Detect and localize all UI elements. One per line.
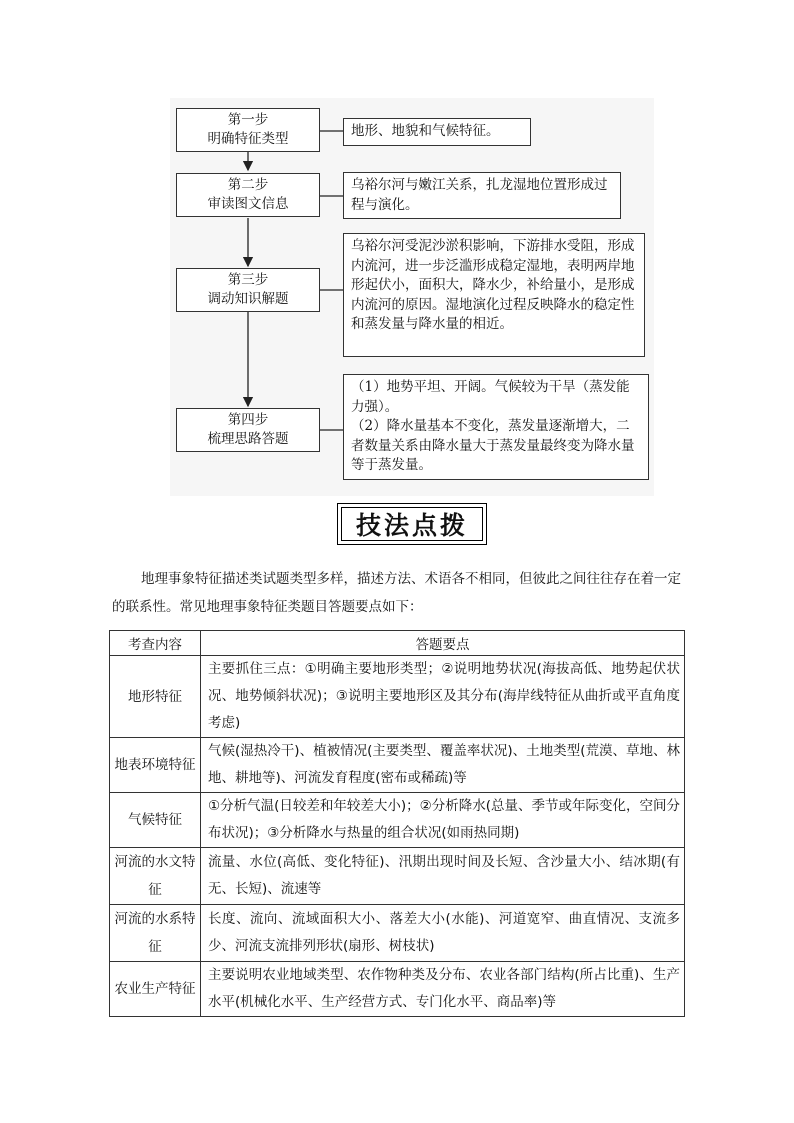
step-title: 第四步: [227, 412, 269, 428]
step-subtitle: 调动知识解题: [207, 291, 289, 307]
table-row: [110, 962, 685, 1017]
row-label: 气候特征: [110, 793, 201, 848]
note-paragraph-2: （2）降水量基本不变化，蒸发量逐渐增大，二者数量关系由降水量大于蒸发量最终变为降水量等于蒸发量。: [351, 418, 635, 473]
step-title: 第二步: [227, 177, 269, 193]
row-label: 地表环境特征: [110, 738, 201, 793]
table-row: [110, 848, 685, 905]
flow-step-4: [176, 408, 320, 452]
flow-step-3: [176, 268, 320, 312]
flow-note-3: [343, 233, 645, 357]
row-content: 长度、流向、流域面积大小、落差大小(水能)、河道宽窄、曲直情况、支流多少、河流支流排列形状(扇形、树枝状): [201, 905, 685, 962]
row-label: 地形特征: [110, 656, 201, 738]
flow-step-1: [176, 108, 320, 152]
section-heading: [337, 503, 487, 545]
row-content: ①分析气温(日较差和年较差大小)；②分析降水(总量、季节或年际变化，空间分布状况)；③分析降水与热量的组合状况(如雨热同期): [201, 793, 685, 848]
step-title: 第三步: [227, 272, 269, 288]
answer-points-table: [109, 630, 685, 1017]
row-content: 流量、水位(高低、变化特征)、汛期出现时间及长短、含沙量大小、结冰期(有无、长短)、流速等: [201, 848, 685, 905]
table-header-row: [110, 631, 685, 656]
row-content: 主要说明农业地域类型、农作物种类及分布、农业各部门结构(所占比重)、生产水平(机械化水平、生产经营方式、专门化水平、商品率)等: [201, 962, 685, 1017]
row-content: 气候(湿热冷干)、植被情况(主要类型、覆盖率状况)、土地类型(荒漠、草地、林地、耕地等)、河流发育程度(密布或稀疏)等: [201, 738, 685, 793]
table-header-points: 答题要点: [201, 631, 685, 656]
table-row: [110, 905, 685, 962]
row-content: 主要抓住三点：①明确主要地形类型；②说明地势状况(海拔高低、地势起伏状况、地势倾斜状况)；③说明主要地形区及其分布(海岸线特征从曲折或平直角度考虑): [201, 656, 685, 738]
flow-step-2: [176, 173, 320, 217]
note-text: 地形、地貌和气候特征。: [351, 123, 500, 139]
flow-note-1: [343, 118, 531, 146]
flow-note-4: [343, 374, 649, 480]
step-title: 第一步: [227, 112, 269, 128]
row-label: 河流的水文特征: [110, 848, 201, 905]
intro-paragraph: 地理事象特征描述类试题类型多样，描述方法、术语各不相同，但彼此之间往往存在着一定的联系性。常见地理事象特征类题目答题要点如下：: [112, 570, 681, 615]
note-text: 乌裕尔河受泥沙淤积影响，下游排水受阻，形成内流河，进一步泛滥形成稳定湿地，表明两岸地形起伏小，面积大，降水少，补给量小，是形成内流河的原因。湿地演化过程反映降水的稳定性和蒸发量与降水量的相近。: [351, 238, 635, 332]
table-row: [110, 656, 685, 738]
section-heading-text: 技法点拨: [341, 507, 483, 541]
row-label: 农业生产特征: [110, 962, 201, 1017]
row-label: 河流的水系特征: [110, 905, 201, 962]
note-paragraph-1: （1）地势平坦、开阔。气候较为干旱（蒸发能力强）。: [351, 379, 630, 415]
step-subtitle: 审读图文信息: [207, 196, 289, 212]
table-header-topic: 考查内容: [110, 631, 201, 656]
step-subtitle: 梳理思路答题: [207, 431, 289, 447]
note-text: 乌裕尔河与嫩江关系，扎龙湿地位置形成过程与演化。: [351, 177, 608, 213]
table-row: [110, 793, 685, 848]
flow-note-2: [343, 172, 621, 219]
table-row: [110, 738, 685, 793]
step-subtitle: 明确特征类型: [207, 131, 289, 147]
